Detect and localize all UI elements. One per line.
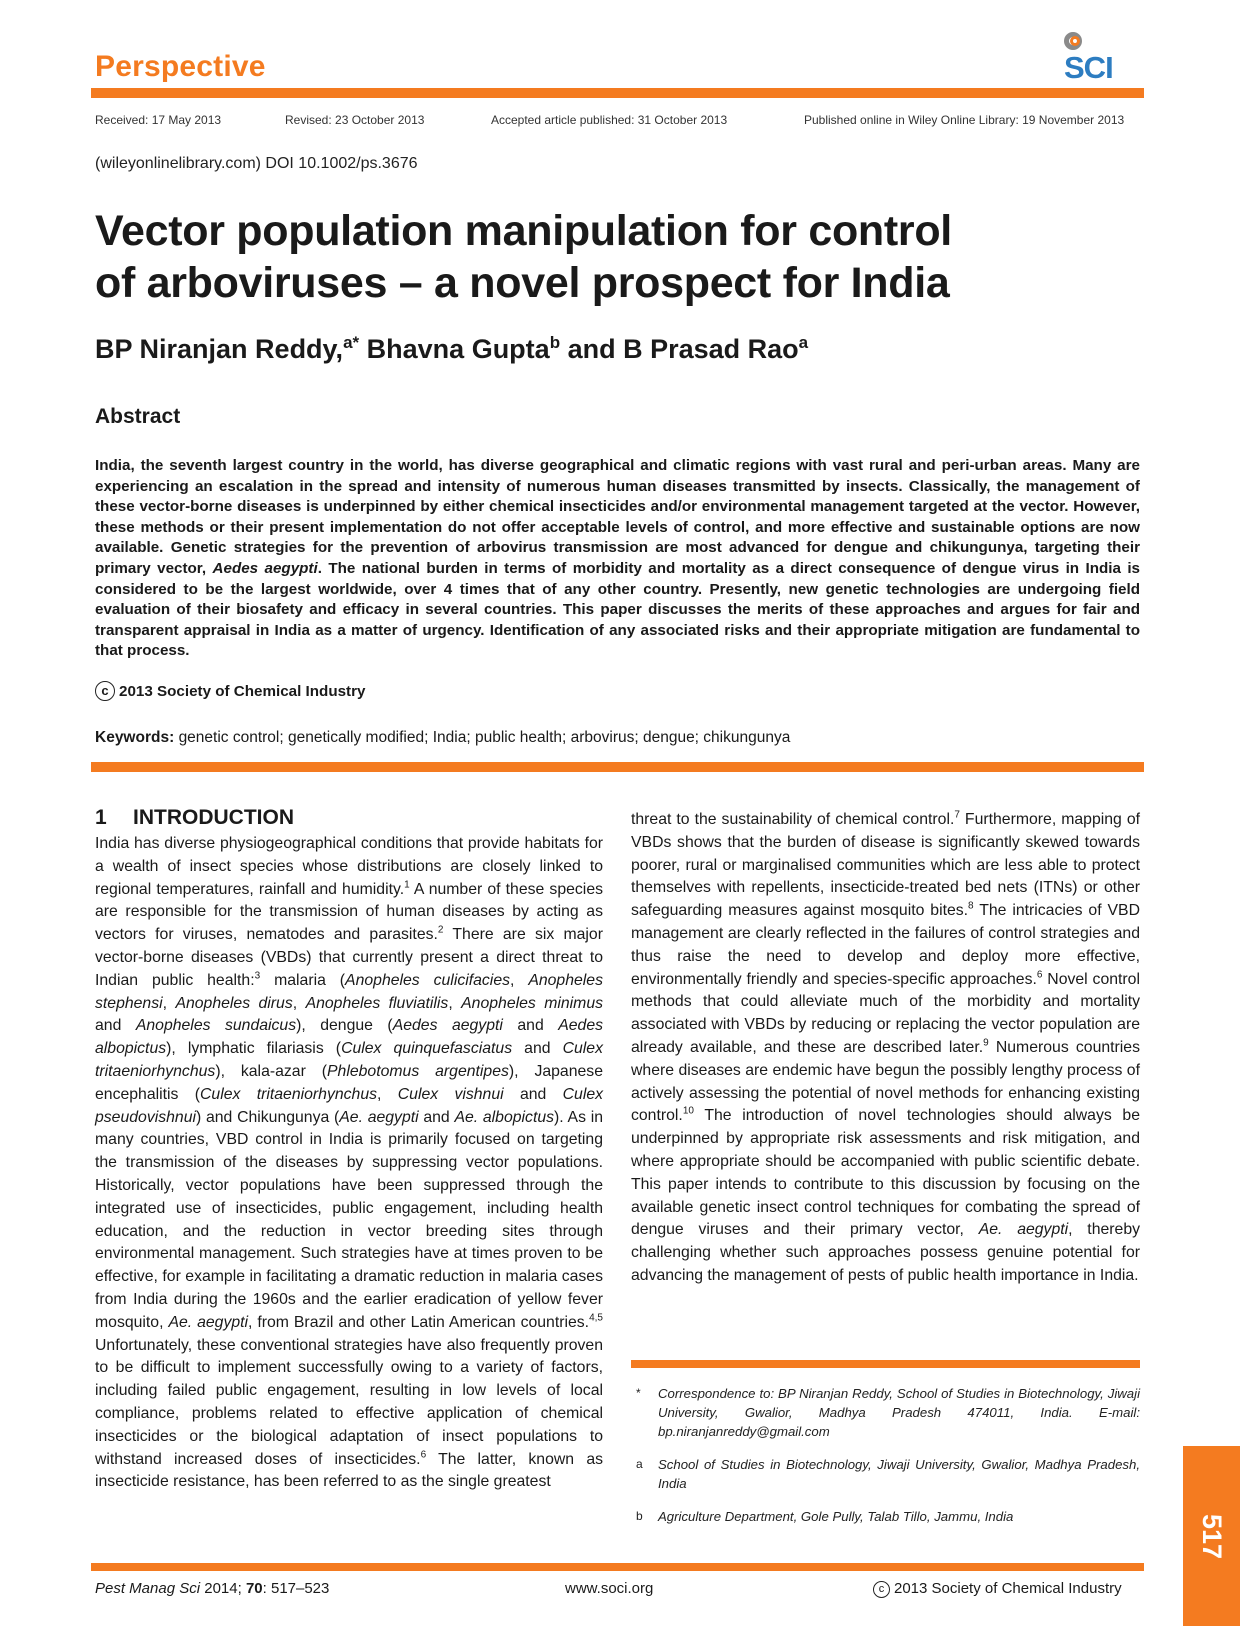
logo-inner-ring-icon bbox=[1070, 36, 1080, 46]
abstract-text bbox=[95, 456, 1140, 662]
page-number: 517 bbox=[1197, 1513, 1227, 1559]
footnote-marker: a bbox=[636, 1457, 643, 1471]
footnote-text: Correspondence to: BP Niranjan Reddy, School of Studies in Biotechnology, Jiwaji University, Gwalior, Madhya Pradesh 474011, India. E-mail: bp.niranjanreddy@gmail.com bbox=[658, 1386, 1140, 1439]
footnotes bbox=[631, 1384, 1140, 1540]
page-number-tab bbox=[1183, 1446, 1240, 1626]
journal-pages: : 517–523 bbox=[262, 1580, 330, 1597]
footer-url[interactable]: www.soci.org bbox=[565, 1580, 654, 1597]
body-text-right-column: threat to the sustainability of chemical control.$^7$ Furthermore, mapping of VBDs shows that the burden of disease is significantly skewed towards poorer, rural or marginalised communities which are less able to protect themselves with repellents, insecticide-treated bed nets (ITNs) or other safeguarding measures against mosquito bites.$^8$ The intricacies of VBD management are clearly reflected in the failures of control strategies and thus raise the need to develop and deploy more effective, environmentally friendly and species-specific approaches.$^6$ Novel control methods that could alleviate much of the morbidity and mortality associated with VBDs by reducing or replacing the vector population are already available, and these are described later.$^9$ Numerous countries where diseases are endemic have begun the possibly lengthy process of actively assessing the potential of novel methods for enhancing existing control.$^{10}$ The introduction of novel technologies should always be underpinned by appropriate risk assessments and risk mitigation, and where appropriate should be accompanied with public scientific debate. This paper intends to contribute to this discussion by focusing on the available genetic insect control techniques for combating the spread of dengue viruses and their primary vector, Ae. aegypti, thereby challenging whether such approaches possess genuine potential for advancing the management of pests of public health importance in India. bbox=[631, 809, 1141, 1284]
footnote-marker: b bbox=[636, 1509, 643, 1523]
keywords-text: genetic control; genetically modified; India; public health; arbovirus; dengue; chikungunya bbox=[178, 729, 791, 746]
footer-citation bbox=[95, 1580, 329, 1597]
journal-volume: 70 bbox=[245, 1580, 263, 1597]
footnote-text: School of Studies in Biotechnology, Jiwaji University, Gwalior, Madhya Pradesh, India bbox=[658, 1457, 1140, 1491]
keywords-label: Keywords: bbox=[95, 729, 175, 746]
keywords bbox=[95, 729, 790, 747]
footnote-affiliation-b bbox=[631, 1507, 1140, 1526]
section-number: 1 bbox=[95, 806, 107, 829]
copyright-icon: c bbox=[873, 1581, 890, 1598]
title-line-1: Vector population manipulation for control bbox=[95, 207, 952, 255]
journal-name: Pest Manag Sci bbox=[95, 1580, 201, 1597]
received-date: Received: 17 May 2013 bbox=[95, 113, 222, 127]
abstract-species: Aedes aegypti bbox=[212, 559, 318, 577]
abstract-heading: Abstract bbox=[95, 405, 181, 428]
author-name: and B Prasad Rao bbox=[567, 334, 799, 364]
author-affiliation: b bbox=[549, 333, 561, 352]
footnote-affiliation-a bbox=[631, 1455, 1140, 1493]
author-name: Bhavna Gupta bbox=[366, 334, 550, 364]
author-list bbox=[95, 333, 808, 365]
title-line-2: of arboviruses – a novel prospect for India bbox=[95, 259, 950, 307]
author-affiliation: a* bbox=[343, 333, 360, 352]
doi-line: (wileyonlinelibrary.com) DOI 10.1002/ps.3676 bbox=[95, 155, 418, 172]
author-affiliation: a bbox=[798, 333, 809, 352]
section-title: INTRODUCTION bbox=[133, 806, 294, 829]
abstract-divider bbox=[91, 762, 1144, 772]
article-title bbox=[95, 205, 1155, 309]
footnote-text: Agriculture Department, Gole Pully, Talab Tillo, Jammu, India bbox=[658, 1509, 1014, 1524]
page-number-wrapper bbox=[1183, 1446, 1240, 1626]
abstract-part-1: India, the seventh largest country in the world, has diverse geographical and climatic regions with vast rural and peri-urban areas. Many are experiencing an escalation in the spread and intensity of numerous human diseases transmitted by insects. Classically, the management of these vector-borne diseases is underpinned by either chemical insecticides and/or environmental management targeted at the vector. However, these methods or their present implementation do not offer acceptable levels of control, and more effective and sustainable options are now available. Genetic strategies for the prevention of arbovirus transmission are most advanced for dengue and chikungunya, targeting their primary vector, bbox=[95, 457, 1140, 577]
abstract-part-2: . The national burden in terms of morbidity and mortality as a direct consequence of dengue virus in India is considered to be the largest worldwide, over 4 times that of any other country. Presently, new genetic technologies are undergoing field evaluation of their biosafety and efficacy in several countries. This paper discusses the merits of these approaches and argues for fair and transparent appraisal in India as a matter of urgency. Identification of any associated risks and their appropriate mitigation are fundamental to that process. bbox=[95, 559, 1140, 660]
accepted-date: Accepted article published: 31 October 2013 bbox=[491, 113, 728, 127]
published-date: Published online in Wiley Online Library: 19 November 2013 bbox=[804, 113, 1125, 127]
abstract-copyright bbox=[95, 681, 365, 701]
sci-logo bbox=[1058, 30, 1143, 85]
logo-text: SCI bbox=[1064, 50, 1113, 85]
abstract-copyright-text: 2013 Society of Chemical Industry bbox=[119, 683, 366, 700]
footnote-correspondence bbox=[631, 1384, 1140, 1441]
author-name: BP Niranjan Reddy, bbox=[95, 334, 344, 364]
section-heading bbox=[95, 806, 294, 830]
revised-date: Revised: 23 October 2013 bbox=[285, 113, 425, 127]
copyright-icon: c bbox=[95, 681, 115, 701]
section-label: Perspective bbox=[95, 50, 266, 83]
header-divider bbox=[91, 88, 1144, 98]
journal-year: 2014; bbox=[204, 1580, 242, 1597]
footnote-marker: * bbox=[636, 1386, 641, 1400]
body-text-left-column: India has diverse physiogeographical conditions that provide habitats for a wealth of insect species whose distributions are closely linked to regional temperatures, rainfall and humidity.$^1$ A number of these species are responsible for the transmission of human diseases by acting as vectors for viruses, nematodes and parasites.$^2$ There are six major vector-borne diseases (VBDs) that currently present a direct threat to Indian public health:$^3$ malaria (Anopheles culicifacies, Anopheles stephensi, Anopheles dirus, Anopheles fluviatilis, Anopheles minimus and Anopheles sundaicus), dengue (Aedes aegypti and Aedes albopictus), lymphatic filariasis (Culex quinquefasciatus and Culex tritaeniorhynchus), kala-azar (Phlebotomus argentipes), Japanese encephalitis (Culex tritaeniorhynchus, Culex vishnui and Culex pseudovishnui) and Chikungunya (Ae. aegypti and Ae. albopictus). As in many countries, VBD control in India is primarily focused on targeting the transmission of the diseases by suppressing vector populations. Historically, vector populations have been suppressed through the integrated use of insecticides, public engagement, including health education, and the reduction in vector breeding sites through environmental management. Such strategies have at times proven to be effective, for example in facilitating a dramatic reduction in malaria cases from India during the 1960s and the earlier eradication of yellow fever mosquito, Ae. aegypti, from Brazil and other Latin American countries.$^{4,5}$ Unfortunately, these conventional strategies have also frequently proven to be difficult to implement successfully owing to a variety of factors, including failed public engagement, resulting in low levels of local compliance, problems related to effective application of chemical insecticides or the biological adaptation of insect populations to withstand increased doses of insecticides.$^6$ The latter, known as insecticide resistance, has been referred to as the single greatest bbox=[95, 835, 604, 1491]
footer-copyright-text: 2013 Society of Chemical Industry bbox=[894, 1580, 1122, 1597]
footer-divider bbox=[91, 1563, 1144, 1571]
footnote-divider bbox=[631, 1360, 1140, 1368]
footer-copyright bbox=[873, 1580, 1122, 1598]
